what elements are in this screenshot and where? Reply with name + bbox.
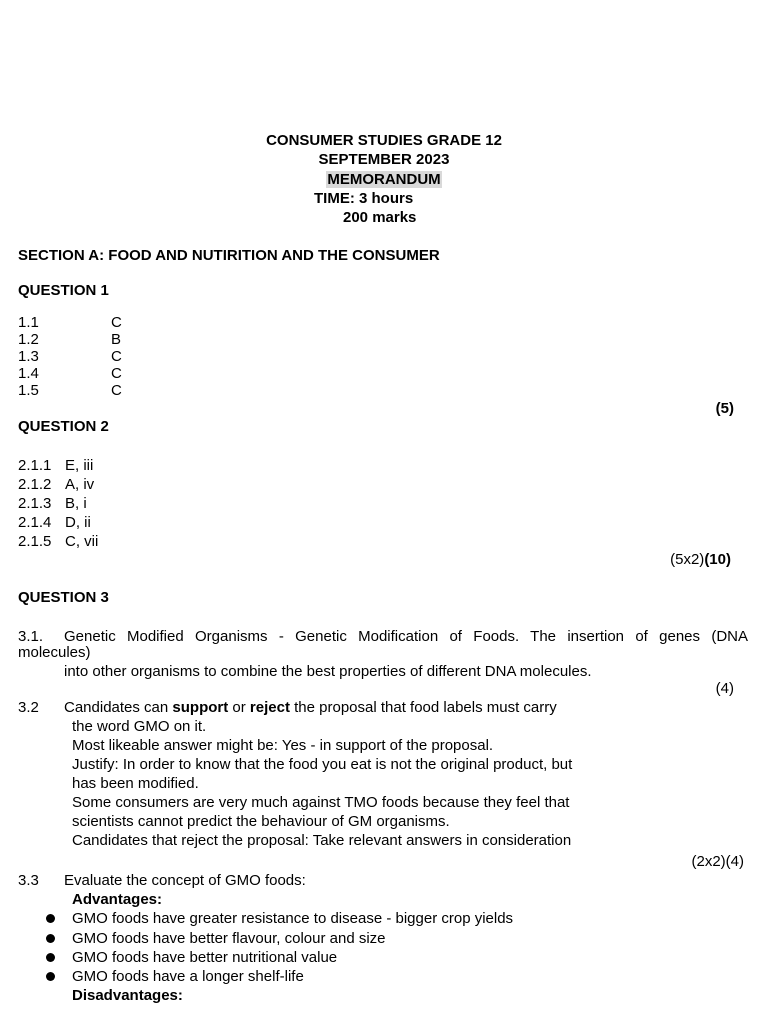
section-a-heading: SECTION A: FOOD AND NUTIRITION AND THE CONSUMER <box>18 247 440 264</box>
list-item: 1.5 C <box>18 382 122 399</box>
list-item: GMO foods have better flavour, colour and size <box>72 930 386 947</box>
answer-line: has been modified. <box>72 775 199 792</box>
q3-1-marks: (4) <box>715 680 734 697</box>
list-item: 1.4 C <box>18 365 122 382</box>
question-3-heading: QUESTION 3 <box>18 589 109 606</box>
exam-date: SEPTEMBER 2023 <box>318 151 450 168</box>
list-item: 1.2 B <box>18 331 122 348</box>
question-1-heading: QUESTION 1 <box>18 282 109 299</box>
q3-2-answer <box>72 717 572 850</box>
q3-2-text: Candidates can support or reject the proposal that food labels must carry <box>64 699 557 716</box>
bullet-icon <box>46 953 55 962</box>
question-2-heading: QUESTION 2 <box>18 418 109 435</box>
list-item: 1.1 C <box>18 314 122 331</box>
q3-3-number: 3.3 <box>18 872 39 889</box>
q2-answer-list <box>18 456 98 551</box>
list-item: 2.1.3 B, i <box>18 495 87 512</box>
answer-line: scientists cannot predict the behaviour of GM organisms. <box>72 813 450 830</box>
list-item: GMO foods have a longer shelf-life <box>72 968 304 985</box>
document-title: CONSUMER STUDIES GRADE 12 <box>266 132 502 149</box>
q3-1-text: Genetic Modified Organisms - Genetic Modification of Foods. The insertion of genes (DNA <box>64 628 748 645</box>
q3-2-marks: (2x2)(4) <box>691 853 744 870</box>
q3-1-text-cont2: into other organisms to combine the best properties of different DNA molecules. <box>64 663 592 680</box>
list-item: 1.3 C <box>18 348 122 365</box>
list-item: 2.1.4 D, ii <box>18 514 91 531</box>
q3-2-number: 3.2 <box>18 699 39 716</box>
answer-line: Candidates that reject the proposal: Take relevant answers in consideration <box>72 832 572 849</box>
list-item: GMO foods have greater resistance to disease - bigger crop yields <box>72 910 514 927</box>
advantages-heading: Advantages: <box>72 891 163 908</box>
answer-line: the word GMO on it. <box>72 718 207 735</box>
q1-answer-list <box>18 314 122 399</box>
q2-marks: (5x2)(10) <box>670 551 731 568</box>
list-item: 2.1.1 E, iii <box>18 457 94 474</box>
memorandum-label: MEMORANDUM <box>327 171 441 188</box>
answer-line: Justify: In order to know that the food you eat is not the original product, but <box>72 756 573 773</box>
exam-marks: 200 marks <box>343 209 417 226</box>
list-item: GMO foods have better nutritional value <box>72 949 338 966</box>
disadvantages-heading: Disadvantages: <box>72 987 183 1004</box>
list-item: 2.1.2 A, iv <box>18 476 95 493</box>
q3-3-text: Evaluate the concept of GMO foods: <box>64 872 306 889</box>
q3-1-number: 3.1. <box>18 628 44 645</box>
exam-time: TIME: 3 hours <box>314 190 414 207</box>
bullet-icon <box>46 934 55 943</box>
answer-line: Some consumers are very much against TMO foods because they feel that <box>72 794 570 811</box>
q3-1-text-cont: molecules) <box>18 644 91 661</box>
answer-line: Most likeable answer might be: Yes - in support of the proposal. <box>72 737 494 754</box>
bullet-icon <box>46 914 55 923</box>
list-item: 2.1.5 C, vii <box>18 533 99 550</box>
bullet-icon <box>46 972 55 981</box>
q1-marks: (5) <box>715 400 734 417</box>
